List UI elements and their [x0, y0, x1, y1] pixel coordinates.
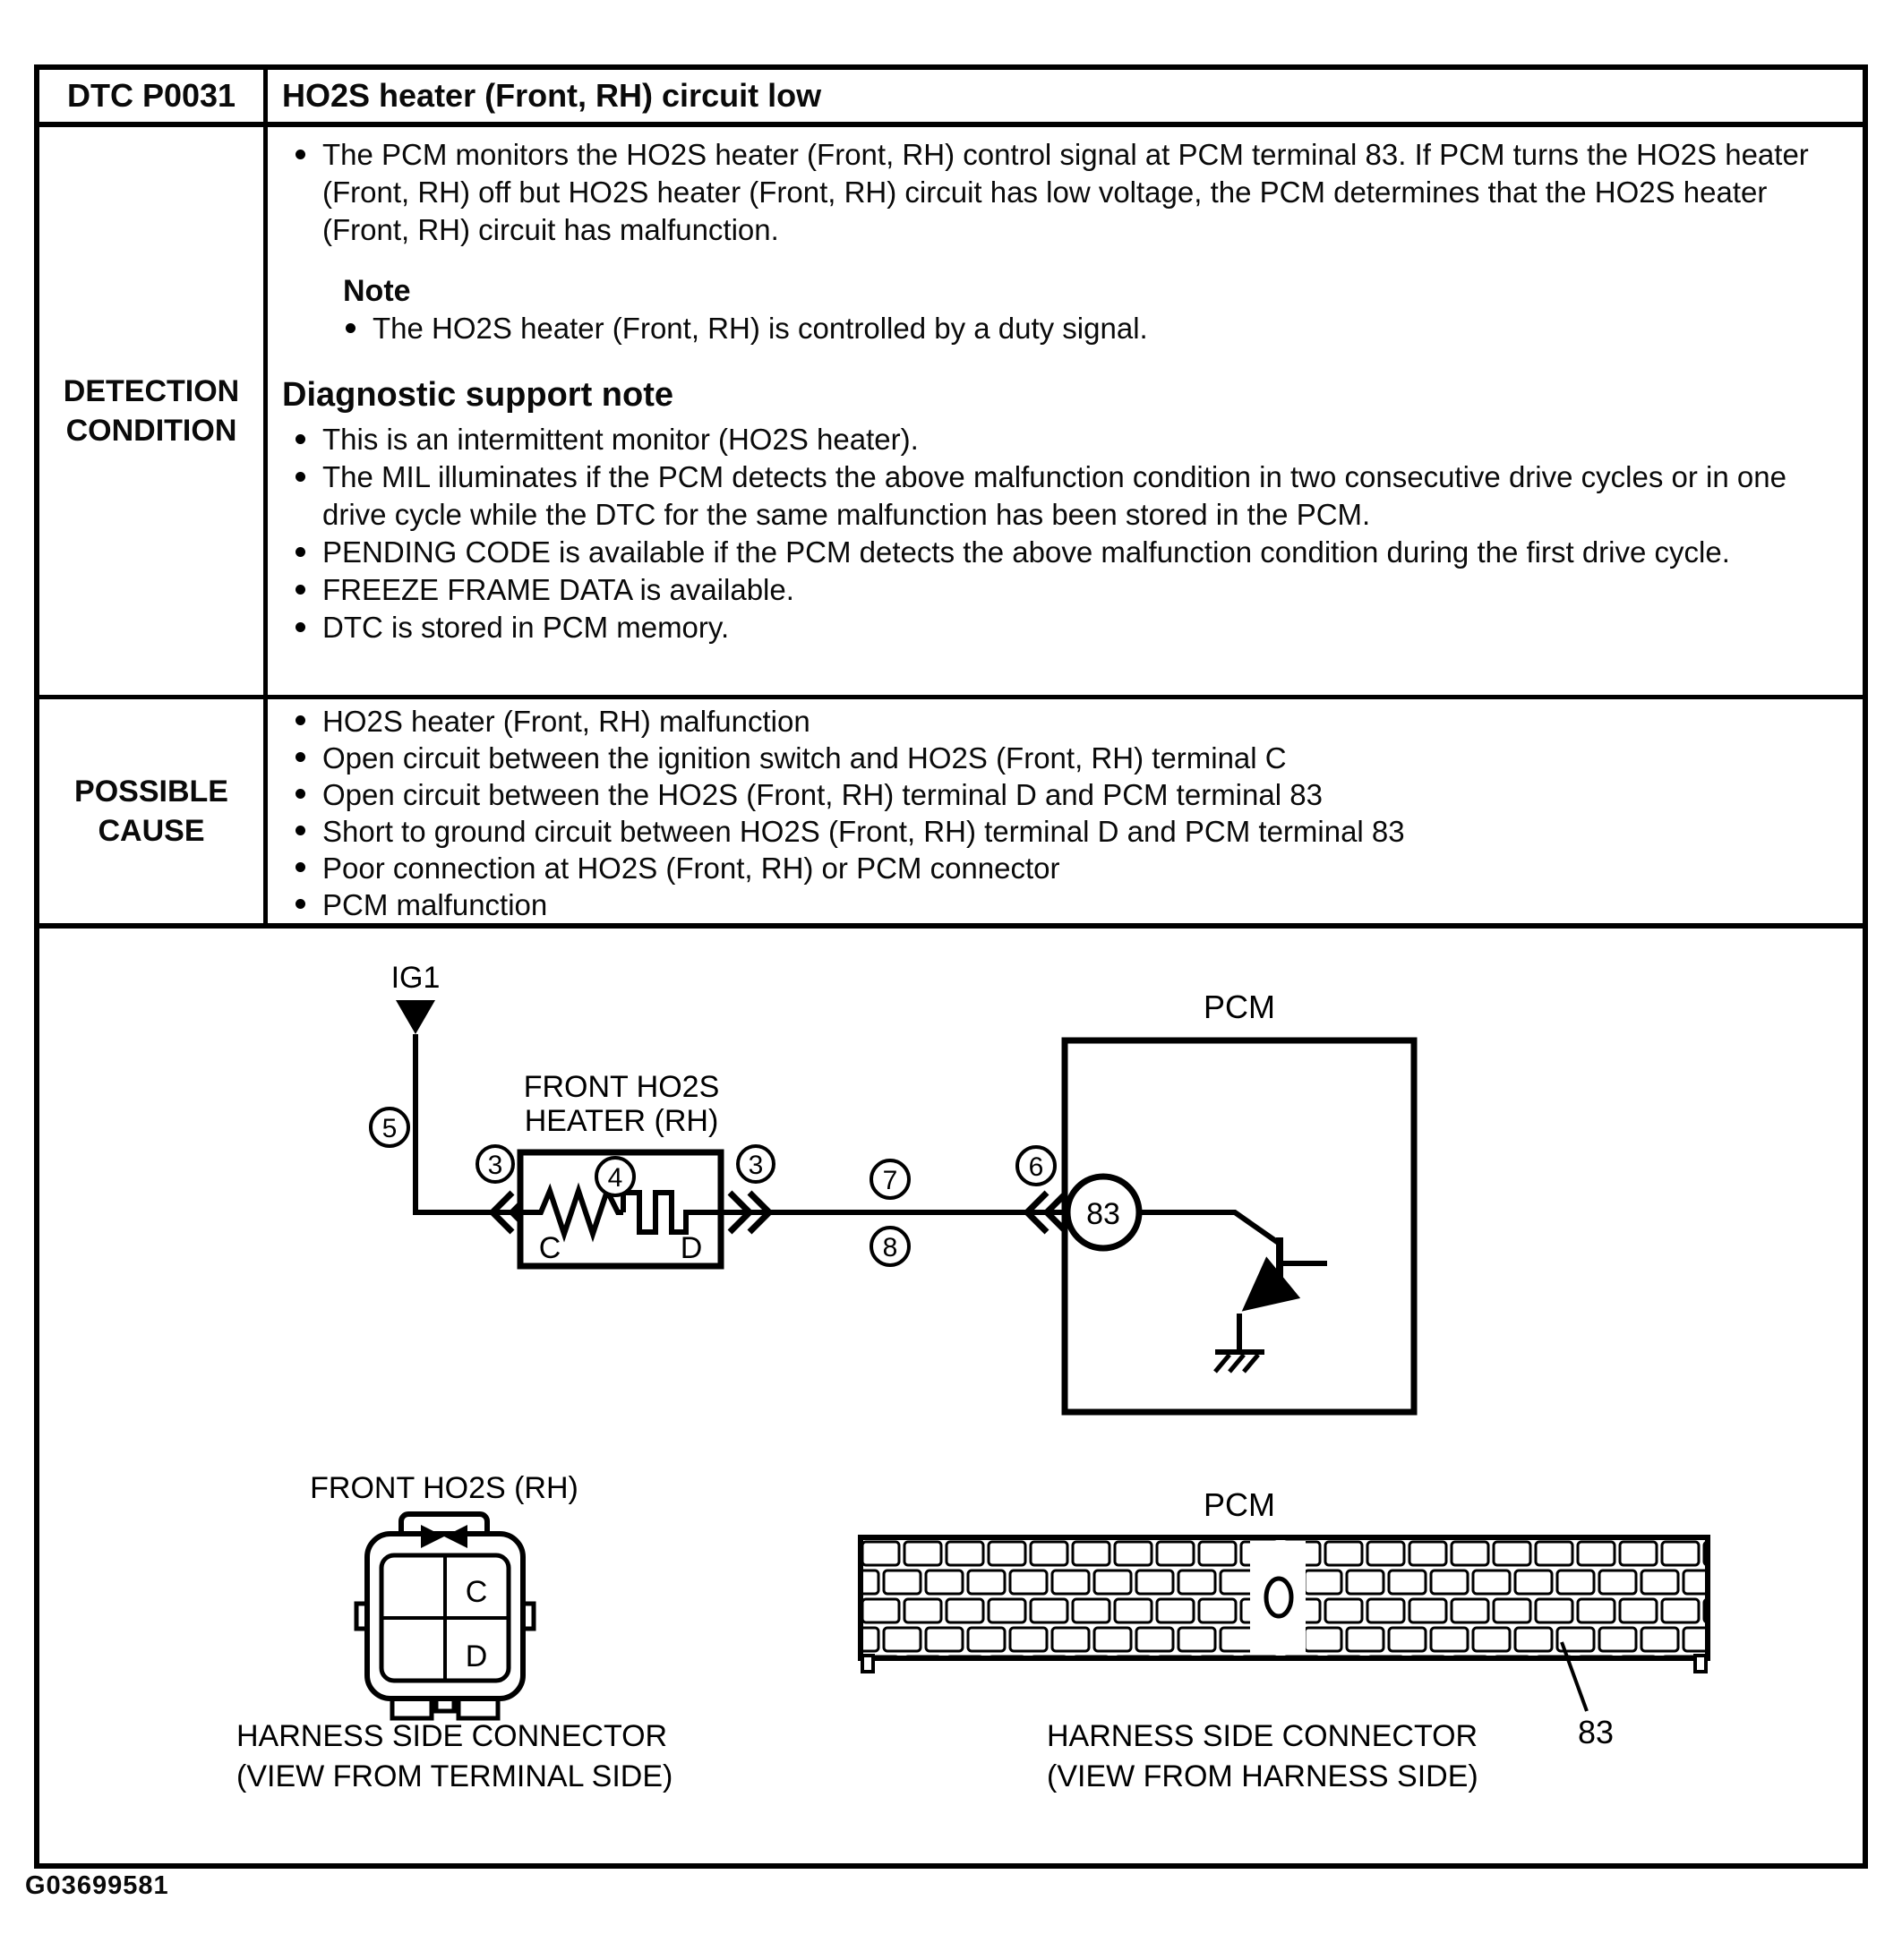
callout-3-right	[738, 1146, 774, 1182]
svg-text:8: 8	[882, 1233, 898, 1262]
pcm-connector-caption1: HARNESS SIDE CONNECTOR	[1047, 1719, 1478, 1753]
callout-8	[871, 1228, 909, 1265]
ho2s-harness-connector	[236, 1471, 673, 1793]
terminal-83-callout: 83	[1577, 1714, 1615, 1750]
cause-bullet: HO2S heater (Front, RH) malfunction	[282, 703, 1843, 740]
support-bullet: This is an intermittent monitor (HO2S heater).	[282, 421, 1843, 458]
note-heading: Note	[343, 274, 411, 308]
support-bullet: The MIL illuminates if the PCM detects the above malfunction condition in two consecutive drive cycles or in one drive cycle while the DTC for the same malfunction has been stored in the PCM.	[282, 458, 1843, 534]
possible-cause-label	[39, 699, 268, 923]
wire-ig1-to-heater	[416, 1034, 523, 1212]
wiring-diagram	[39, 929, 1863, 1863]
detection-label-line1: DETECTION	[63, 374, 240, 408]
callout-5	[371, 1108, 408, 1146]
dtc-title-cell: HO2S heater (Front, RH) circuit low	[282, 77, 822, 114]
ig1-power-triangle-icon	[396, 1000, 435, 1034]
ig1-label: IG1	[390, 961, 441, 995]
callout-6	[1017, 1147, 1055, 1185]
cause-label-line1: POSSIBLE	[74, 775, 228, 809]
pcm-harness-connector	[861, 1486, 1708, 1793]
detection-condition-label	[39, 127, 268, 695]
ho2s-connector-caption1: HARNESS SIDE CONNECTOR	[236, 1719, 668, 1753]
svg-text:6: 6	[1028, 1152, 1044, 1182]
pcm-connector-foot-left	[862, 1656, 873, 1672]
cause-bullet: Open circuit between the HO2S (Front, RH) terminal D and PCM terminal 83	[282, 776, 1843, 813]
detection-main-bullet: The PCM monitors the HO2S heater (Front, RH) control signal at PCM terminal 83. If PCM turns the HO2S heater (Front, RH) off but HO2S heater (Front, RH) circuit has low voltage, the PCM determines that the HO2S heater (Front, RH) circuit has malfunction.	[282, 136, 1843, 249]
heater-label-line2: HEATER (RH)	[524, 1104, 719, 1138]
detection-label-line2: CONDITION	[65, 414, 237, 448]
circuit-diagram-svg	[39, 929, 1863, 1863]
pcm-terminal-number: 83	[1086, 1197, 1120, 1231]
callout-3-left	[477, 1146, 513, 1182]
heater-terminal-c: C	[538, 1231, 561, 1265]
cause-bullet: Poor connection at HO2S (Front, RH) or PCM connector	[282, 850, 1843, 886]
cause-bullet: Open circuit between the ignition switch and HO2S (Front, RH) terminal C	[282, 740, 1843, 776]
support-bullet: FREEZE FRAME DATA is available.	[282, 571, 1843, 609]
connector-pin-d: D	[465, 1639, 488, 1673]
pcm-connector-title: PCM	[1204, 1486, 1275, 1523]
svg-text:5: 5	[381, 1114, 398, 1143]
svg-text:4: 4	[607, 1163, 623, 1193]
pcm-connector-bolt-hole	[1266, 1579, 1291, 1616]
detection-condition-content	[268, 127, 1863, 695]
possible-cause-content	[268, 699, 1863, 923]
table-header-row	[39, 70, 1863, 127]
svg-text:3: 3	[748, 1151, 764, 1180]
heater-terminal-d: D	[680, 1231, 703, 1265]
support-bullet: DTC is stored in PCM memory.	[282, 609, 1843, 646]
ho2s-connector-caption2: (VIEW FROM TERMINAL SIDE)	[236, 1759, 673, 1793]
connector-pin-c: C	[465, 1575, 488, 1609]
cause-label-line2: CAUSE	[98, 814, 205, 848]
pcm-box-label: PCM	[1204, 989, 1275, 1025]
heater-label-line1: FRONT HO2S	[523, 1070, 720, 1104]
pcm-connector-foot-right	[1695, 1656, 1706, 1672]
dtc-code-cell: DTC P0031	[39, 70, 268, 122]
figure-id: G03699581	[25, 1871, 169, 1900]
cause-bullet: PCM malfunction	[282, 886, 1843, 923]
diagnostic-support-heading: Diagnostic support note	[282, 376, 673, 414]
detection-condition-row	[39, 127, 1863, 699]
callout-7	[871, 1160, 909, 1198]
pcm-connector-caption2: (VIEW FROM HARNESS SIDE)	[1047, 1759, 1478, 1793]
svg-text:7: 7	[882, 1166, 898, 1195]
cause-bullet: Short to ground circuit between HO2S (Front, RH) terminal D and PCM terminal 83	[282, 813, 1843, 850]
note-bullet: The HO2S heater (Front, RH) is controlled by a duty signal.	[332, 310, 1843, 347]
possible-cause-row	[39, 699, 1863, 929]
support-bullet: PENDING CODE is available if the PCM detects the above malfunction condition during the first drive cycle.	[282, 534, 1843, 571]
callout-4	[596, 1158, 634, 1195]
ho2s-connector-title: FRONT HO2S (RH)	[310, 1471, 578, 1505]
dtc-table	[34, 64, 1868, 1869]
svg-text:3: 3	[487, 1151, 503, 1180]
